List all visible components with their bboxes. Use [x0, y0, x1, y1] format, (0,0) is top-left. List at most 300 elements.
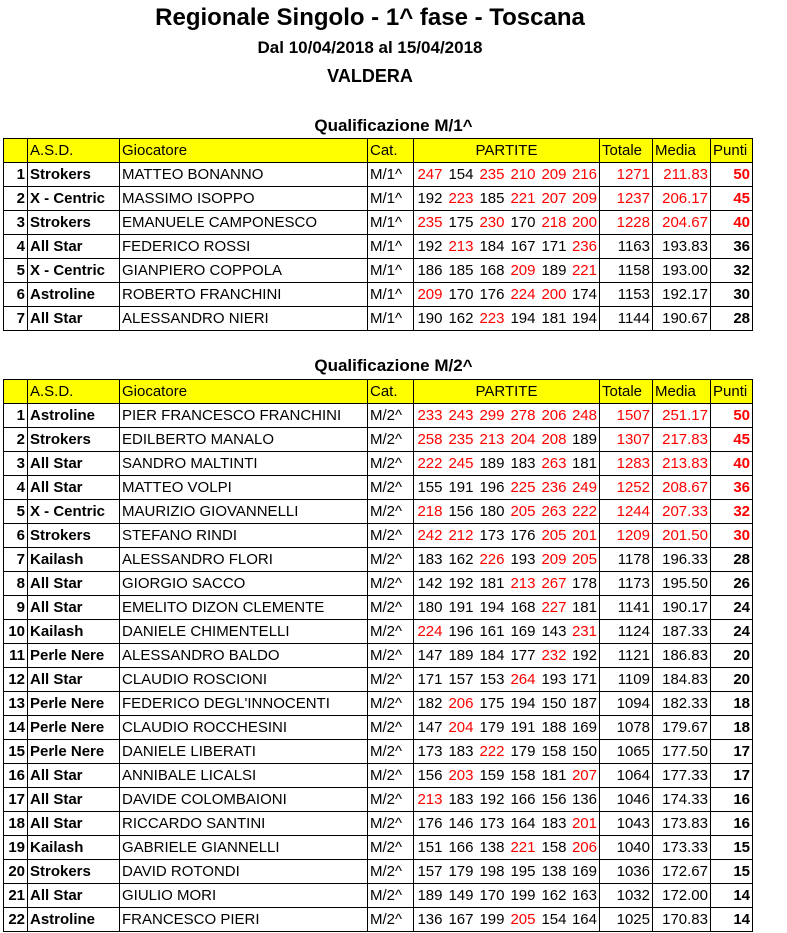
- points-cell: 20: [711, 668, 753, 692]
- points-cell: 45: [711, 428, 753, 452]
- rank-cell: 17: [4, 788, 28, 812]
- category-cell: M/2^: [368, 644, 414, 668]
- table-row: [4, 644, 753, 668]
- game-score-cell: 164: [569, 908, 600, 932]
- club-cell: Strokers: [28, 524, 120, 548]
- category-cell: M/2^: [368, 836, 414, 860]
- club-cell: Perle Nere: [28, 644, 120, 668]
- category-cell: M/1^: [368, 259, 414, 283]
- total-cell: 1178: [600, 548, 653, 572]
- game-score-cell: 167: [507, 235, 538, 259]
- game-score-cell: 183: [414, 548, 445, 572]
- game-score-cell: 187: [569, 692, 600, 716]
- total-cell: 1173: [600, 572, 653, 596]
- average-cell: 186.83: [653, 644, 711, 668]
- average-cell: 172.00: [653, 884, 711, 908]
- club-cell: Strokers: [28, 163, 120, 187]
- game-score-cell: 209: [507, 259, 538, 283]
- rank-cell: 5: [4, 259, 28, 283]
- header-games: PARTITE: [414, 139, 600, 163]
- player-cell: FEDERICO ROSSI: [120, 235, 368, 259]
- game-score-cell: 199: [507, 884, 538, 908]
- game-score-cell: 224: [507, 283, 538, 307]
- game-score-cell: 299: [476, 404, 507, 428]
- game-score-cell: 176: [507, 524, 538, 548]
- rank-cell: 4: [4, 235, 28, 259]
- game-score-cell: 263: [538, 452, 569, 476]
- game-score-cell: 184: [476, 644, 507, 668]
- game-score-cell: 147: [414, 716, 445, 740]
- table-row: [4, 620, 753, 644]
- player-cell: GIULIO MORI: [120, 884, 368, 908]
- game-score-cell: 176: [414, 812, 445, 836]
- total-cell: 1040: [600, 836, 653, 860]
- player-cell: ALESSANDRO NIERI: [120, 307, 368, 331]
- points-cell: 45: [711, 187, 753, 211]
- game-score-cell: 150: [538, 692, 569, 716]
- game-score-cell: 177: [507, 644, 538, 668]
- rank-cell: 6: [4, 283, 28, 307]
- game-score-cell: 194: [476, 596, 507, 620]
- table-row: [4, 740, 753, 764]
- game-score-cell: 194: [507, 307, 538, 331]
- table-row: [4, 788, 753, 812]
- club-cell: Strokers: [28, 428, 120, 452]
- game-score-cell: 158: [538, 740, 569, 764]
- game-score-cell: 216: [569, 163, 600, 187]
- section-title-m2: Qualificazione M/2^: [314, 356, 473, 375]
- game-score-cell: 189: [445, 644, 476, 668]
- game-score-cell: 169: [569, 716, 600, 740]
- game-score-cell: 149: [445, 884, 476, 908]
- average-cell: 204.67: [653, 211, 711, 235]
- game-score-cell: 194: [507, 692, 538, 716]
- header-row: [4, 380, 753, 404]
- category-cell: M/2^: [368, 452, 414, 476]
- average-cell: 208.67: [653, 476, 711, 500]
- game-score-cell: 156: [414, 764, 445, 788]
- club-cell: Kailash: [28, 620, 120, 644]
- player-cell: EDILBERTO MANALO: [120, 428, 368, 452]
- points-cell: 18: [711, 716, 753, 740]
- table-row: [4, 812, 753, 836]
- game-score-cell: 185: [476, 187, 507, 211]
- game-score-cell: 181: [538, 764, 569, 788]
- table-row: [4, 452, 753, 476]
- category-cell: M/1^: [368, 283, 414, 307]
- table-row: [4, 476, 753, 500]
- game-score-cell: 235: [476, 163, 507, 187]
- game-score-cell: 162: [445, 307, 476, 331]
- game-score-cell: 191: [445, 476, 476, 500]
- game-score-cell: 174: [569, 283, 600, 307]
- club-cell: Perle Nere: [28, 740, 120, 764]
- table-row: [4, 548, 753, 572]
- points-cell: 40: [711, 211, 753, 235]
- points-cell: 16: [711, 788, 753, 812]
- average-cell: 174.33: [653, 788, 711, 812]
- average-cell: 177.33: [653, 764, 711, 788]
- game-score-cell: 189: [414, 884, 445, 908]
- table-row: [4, 764, 753, 788]
- game-score-cell: 156: [538, 788, 569, 812]
- club-cell: Perle Nere: [28, 692, 120, 716]
- game-score-cell: 175: [445, 211, 476, 235]
- game-score-cell: 191: [445, 596, 476, 620]
- category-cell: M/1^: [368, 307, 414, 331]
- game-score-cell: 150: [569, 740, 600, 764]
- game-score-cell: 181: [569, 452, 600, 476]
- location: VALDERA: [327, 66, 413, 86]
- total-cell: 1065: [600, 740, 653, 764]
- category-cell: M/2^: [368, 572, 414, 596]
- game-score-cell: 233: [414, 404, 445, 428]
- total-cell: 1283: [600, 452, 653, 476]
- player-cell: ROBERTO FRANCHINI: [120, 283, 368, 307]
- game-score-cell: 158: [538, 836, 569, 860]
- average-cell: 182.33: [653, 692, 711, 716]
- game-score-cell: 221: [507, 187, 538, 211]
- game-score-cell: 242: [414, 524, 445, 548]
- game-score-cell: 169: [507, 620, 538, 644]
- game-score-cell: 185: [445, 259, 476, 283]
- club-cell: Kailash: [28, 548, 120, 572]
- player-cell: DANIELE LIBERATI: [120, 740, 368, 764]
- player-cell: PIER FRANCESCO FRANCHINI: [120, 404, 368, 428]
- game-score-cell: 183: [538, 812, 569, 836]
- total-cell: 1078: [600, 716, 653, 740]
- points-cell: 15: [711, 860, 753, 884]
- game-score-cell: 147: [414, 644, 445, 668]
- game-score-cell: 205: [538, 524, 569, 548]
- game-score-cell: 204: [507, 428, 538, 452]
- header-avg: Media: [653, 380, 711, 404]
- points-cell: 30: [711, 524, 753, 548]
- game-score-cell: 205: [507, 500, 538, 524]
- total-cell: 1252: [600, 476, 653, 500]
- game-score-cell: 248: [569, 404, 600, 428]
- table-row: [4, 404, 753, 428]
- game-score-cell: 263: [538, 500, 569, 524]
- average-cell: 170.83: [653, 908, 711, 932]
- category-cell: M/2^: [368, 812, 414, 836]
- game-score-cell: 161: [476, 620, 507, 644]
- points-cell: 15: [711, 836, 753, 860]
- game-score-cell: 227: [538, 596, 569, 620]
- game-score-cell: 223: [476, 307, 507, 331]
- game-score-cell: 204: [445, 716, 476, 740]
- category-cell: M/2^: [368, 764, 414, 788]
- game-score-cell: 183: [445, 788, 476, 812]
- category-cell: M/2^: [368, 788, 414, 812]
- category-cell: M/2^: [368, 596, 414, 620]
- game-score-cell: 243: [445, 404, 476, 428]
- points-cell: 30: [711, 283, 753, 307]
- rank-cell: 18: [4, 812, 28, 836]
- game-score-cell: 212: [445, 524, 476, 548]
- header-player: Giocatore: [120, 380, 368, 404]
- game-score-cell: 213: [414, 788, 445, 812]
- player-cell: EMANUELE CAMPONESCO: [120, 211, 368, 235]
- points-cell: 50: [711, 404, 753, 428]
- player-cell: GABRIELE GIANNELLI: [120, 836, 368, 860]
- category-cell: M/1^: [368, 163, 414, 187]
- total-cell: 1124: [600, 620, 653, 644]
- game-score-cell: 171: [569, 668, 600, 692]
- game-score-cell: 192: [569, 644, 600, 668]
- game-score-cell: 222: [476, 740, 507, 764]
- points-cell: 50: [711, 163, 753, 187]
- game-score-cell: 138: [538, 860, 569, 884]
- game-score-cell: 178: [569, 572, 600, 596]
- club-cell: All Star: [28, 884, 120, 908]
- category-cell: M/2^: [368, 884, 414, 908]
- total-cell: 1163: [600, 235, 653, 259]
- points-cell: 16: [711, 812, 753, 836]
- player-cell: MAURIZIO GIOVANNELLI: [120, 500, 368, 524]
- category-cell: M/2^: [368, 404, 414, 428]
- game-score-cell: 181: [538, 307, 569, 331]
- total-cell: 1158: [600, 259, 653, 283]
- game-score-cell: 205: [507, 908, 538, 932]
- category-cell: M/1^: [368, 187, 414, 211]
- game-score-cell: 206: [569, 836, 600, 860]
- player-cell: GIANPIERO COPPOLA: [120, 259, 368, 283]
- points-cell: 36: [711, 476, 753, 500]
- category-cell: M/2^: [368, 620, 414, 644]
- average-cell: 187.33: [653, 620, 711, 644]
- game-score-cell: 173: [476, 524, 507, 548]
- rank-cell: 16: [4, 764, 28, 788]
- total-cell: 1036: [600, 860, 653, 884]
- club-cell: Strokers: [28, 860, 120, 884]
- game-score-cell: 156: [445, 500, 476, 524]
- total-cell: 1025: [600, 908, 653, 932]
- game-score-cell: 249: [569, 476, 600, 500]
- game-score-cell: 181: [569, 596, 600, 620]
- rank-cell: 5: [4, 500, 28, 524]
- game-score-cell: 223: [445, 187, 476, 211]
- points-cell: 24: [711, 596, 753, 620]
- club-cell: All Star: [28, 572, 120, 596]
- rank-cell: 15: [4, 740, 28, 764]
- game-score-cell: 151: [414, 836, 445, 860]
- game-score-cell: 136: [569, 788, 600, 812]
- category-cell: M/2^: [368, 548, 414, 572]
- game-score-cell: 209: [569, 187, 600, 211]
- category-cell: M/2^: [368, 692, 414, 716]
- total-cell: 1141: [600, 596, 653, 620]
- game-score-cell: 188: [538, 716, 569, 740]
- points-cell: 14: [711, 884, 753, 908]
- player-cell: DANIELE CHIMENTELLI: [120, 620, 368, 644]
- header-cat: Cat.: [368, 380, 414, 404]
- table-row: [4, 428, 753, 452]
- game-score-cell: 179: [445, 860, 476, 884]
- club-cell: X - Centric: [28, 187, 120, 211]
- club-cell: Strokers: [28, 211, 120, 235]
- club-cell: All Star: [28, 788, 120, 812]
- game-score-cell: 189: [538, 259, 569, 283]
- table-row: [4, 692, 753, 716]
- table-row: [4, 259, 753, 283]
- player-cell: SANDRO MALTINTI: [120, 452, 368, 476]
- game-score-cell: 236: [538, 476, 569, 500]
- game-score-cell: 221: [569, 259, 600, 283]
- average-cell: 217.83: [653, 428, 711, 452]
- rank-cell: 1: [4, 163, 28, 187]
- rank-cell: 7: [4, 307, 28, 331]
- game-score-cell: 195: [507, 860, 538, 884]
- game-score-cell: 170: [507, 211, 538, 235]
- club-cell: All Star: [28, 307, 120, 331]
- table-row: [4, 187, 753, 211]
- total-cell: 1507: [600, 404, 653, 428]
- header-asd: A.S.D.: [28, 380, 120, 404]
- game-score-cell: 264: [507, 668, 538, 692]
- club-cell: Perle Nere: [28, 716, 120, 740]
- player-cell: MATTEO VOLPI: [120, 476, 368, 500]
- game-score-cell: 183: [507, 452, 538, 476]
- player-cell: STEFANO RINDI: [120, 524, 368, 548]
- points-cell: 36: [711, 235, 753, 259]
- game-score-cell: 235: [445, 428, 476, 452]
- rank-cell: 4: [4, 476, 28, 500]
- game-score-cell: 196: [476, 476, 507, 500]
- game-score-cell: 164: [507, 812, 538, 836]
- header-asd: A.S.D.: [28, 139, 120, 163]
- points-cell: 28: [711, 548, 753, 572]
- date-range: Dal 10/04/2018 al 15/04/2018: [257, 38, 483, 57]
- game-score-cell: 176: [476, 283, 507, 307]
- game-score-cell: 180: [414, 596, 445, 620]
- game-score-cell: 226: [476, 548, 507, 572]
- game-score-cell: 170: [445, 283, 476, 307]
- player-cell: MATTEO BONANNO: [120, 163, 368, 187]
- rank-cell: 12: [4, 668, 28, 692]
- total-cell: 1032: [600, 884, 653, 908]
- game-score-cell: 230: [476, 211, 507, 235]
- rank-cell: 19: [4, 836, 28, 860]
- club-cell: All Star: [28, 668, 120, 692]
- total-cell: 1228: [600, 211, 653, 235]
- total-cell: 1271: [600, 163, 653, 187]
- rank-cell: 6: [4, 524, 28, 548]
- game-score-cell: 267: [538, 572, 569, 596]
- game-score-cell: 224: [414, 620, 445, 644]
- total-cell: 1244: [600, 500, 653, 524]
- game-score-cell: 170: [476, 884, 507, 908]
- game-score-cell: 182: [414, 692, 445, 716]
- game-score-cell: 201: [569, 524, 600, 548]
- table-row: [4, 716, 753, 740]
- game-score-cell: 142: [414, 572, 445, 596]
- average-cell: 193.00: [653, 259, 711, 283]
- game-score-cell: 154: [445, 163, 476, 187]
- game-score-cell: 157: [414, 860, 445, 884]
- average-cell: 192.17: [653, 283, 711, 307]
- points-cell: 14: [711, 908, 753, 932]
- rank-cell: 3: [4, 211, 28, 235]
- rank-cell: 11: [4, 644, 28, 668]
- game-score-cell: 199: [476, 908, 507, 932]
- average-cell: 184.83: [653, 668, 711, 692]
- total-cell: 1109: [600, 668, 653, 692]
- club-cell: All Star: [28, 812, 120, 836]
- player-cell: ALESSANDRO BALDO: [120, 644, 368, 668]
- player-cell: CLAUDIO ROCCHESINI: [120, 716, 368, 740]
- game-score-cell: 207: [538, 187, 569, 211]
- game-score-cell: 209: [538, 548, 569, 572]
- club-cell: All Star: [28, 476, 120, 500]
- table-row: [4, 836, 753, 860]
- player-cell: MASSIMO ISOPPO: [120, 187, 368, 211]
- header-total: Totale: [600, 380, 653, 404]
- total-cell: 1209: [600, 524, 653, 548]
- points-cell: 24: [711, 620, 753, 644]
- game-score-cell: 166: [445, 836, 476, 860]
- table-row: [4, 572, 753, 596]
- rank-cell: 1: [4, 404, 28, 428]
- game-score-cell: 200: [538, 283, 569, 307]
- game-score-cell: 278: [507, 404, 538, 428]
- game-score-cell: 191: [507, 716, 538, 740]
- game-score-cell: 207: [569, 764, 600, 788]
- club-cell: Astroline: [28, 908, 120, 932]
- game-score-cell: 201: [569, 812, 600, 836]
- category-cell: M/2^: [368, 740, 414, 764]
- average-cell: 172.67: [653, 860, 711, 884]
- total-cell: 1046: [600, 788, 653, 812]
- section-title-m1: Qualificazione M/1^: [314, 116, 473, 135]
- game-score-cell: 181: [476, 572, 507, 596]
- game-score-cell: 193: [538, 668, 569, 692]
- game-score-cell: 198: [476, 860, 507, 884]
- average-cell: 213.83: [653, 452, 711, 476]
- game-score-cell: 193: [507, 548, 538, 572]
- game-score-cell: 158: [507, 764, 538, 788]
- game-score-cell: 190: [414, 307, 445, 331]
- header-points: Punti: [711, 139, 753, 163]
- total-cell: 1153: [600, 283, 653, 307]
- points-cell: 20: [711, 644, 753, 668]
- total-cell: 1064: [600, 764, 653, 788]
- game-score-cell: 205: [569, 548, 600, 572]
- game-score-cell: 192: [445, 572, 476, 596]
- game-score-cell: 143: [538, 620, 569, 644]
- standings-table-m1: [3, 138, 753, 331]
- table-row: [4, 307, 753, 331]
- header-avg: Media: [653, 139, 711, 163]
- club-cell: Astroline: [28, 283, 120, 307]
- rank-cell: 8: [4, 572, 28, 596]
- rank-cell: 10: [4, 620, 28, 644]
- category-cell: M/2^: [368, 428, 414, 452]
- points-cell: 17: [711, 740, 753, 764]
- game-score-cell: 206: [445, 692, 476, 716]
- game-score-cell: 138: [476, 836, 507, 860]
- rank-cell: 13: [4, 692, 28, 716]
- table-row: [4, 908, 753, 932]
- game-score-cell: 189: [476, 452, 507, 476]
- game-score-cell: 179: [476, 716, 507, 740]
- total-cell: 1144: [600, 307, 653, 331]
- game-score-cell: 206: [538, 404, 569, 428]
- table-row: [4, 163, 753, 187]
- average-cell: 211.83: [653, 163, 711, 187]
- club-cell: All Star: [28, 764, 120, 788]
- player-cell: DAVIDE COLOMBAIONI: [120, 788, 368, 812]
